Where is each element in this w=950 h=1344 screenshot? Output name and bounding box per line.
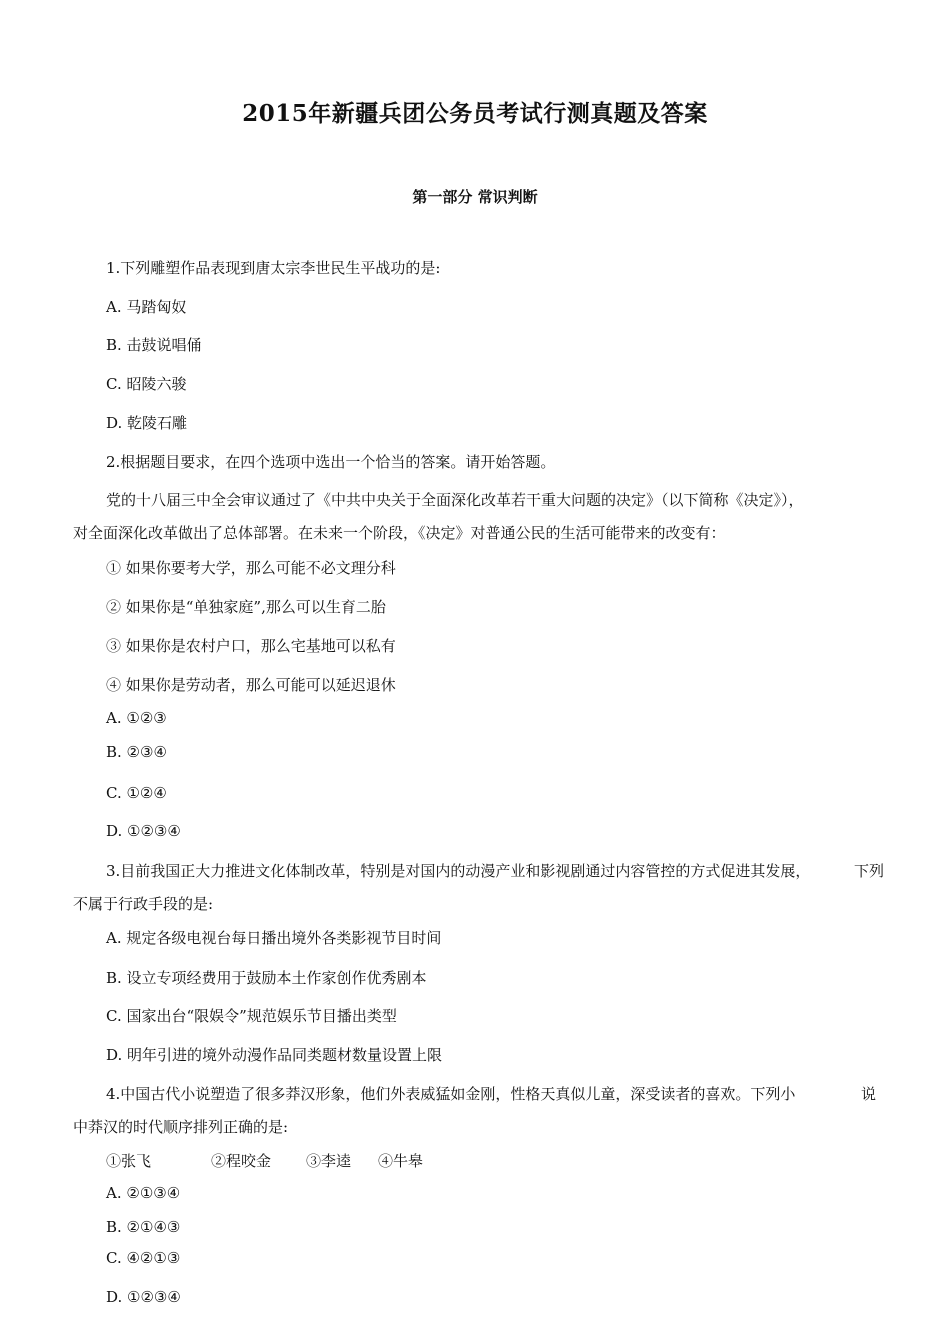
q1-option-c: C. 昭陵六骏 bbox=[106, 375, 187, 393]
q3-stem-part-2: 下列 bbox=[853, 862, 884, 880]
q2-option-b: B. ②③④ bbox=[106, 743, 167, 761]
q4-option-c: C. ④②①③ bbox=[106, 1249, 181, 1267]
q2-passage-line-1: 党的十八届三中全会审议通过了《中共中央关于全面深化改革若干重大问题的决定》（以下简称《决定》）， bbox=[106, 491, 804, 509]
q1-option-a: A. 马踏匈奴 bbox=[106, 298, 187, 316]
q2-option-d: D. ①②③④ bbox=[106, 822, 181, 840]
q2-option-a: A. ①②③ bbox=[106, 709, 167, 727]
q2-item-3: ③ 如果你是农村户口，那么宅基地可以私有 bbox=[106, 637, 396, 655]
q4-stem-part-1: 4.中国古代小说塑造了很多莽汉形象，他们外表威猛如金刚，性格天真似儿童，深受读者的喜欢。下列小 bbox=[106, 1085, 796, 1103]
q2-passage-line-2: 对全面深化改革做出了总体部署。在未来一个阶段，《决定》对普通公民的生活可能带来的改变有： bbox=[73, 524, 726, 542]
q2-item-4: ④ 如果你是劳动者，那么可能可以延迟退休 bbox=[106, 676, 396, 694]
q4-stem-part-2: 说 bbox=[860, 1085, 876, 1103]
q4-option-d: D. ①②③④ bbox=[106, 1288, 181, 1306]
q3-option-b: B. 设立专项经费用于鼓励本土作家创作优秀剧本 bbox=[106, 969, 427, 987]
q1-option-b: B. 击鼓说唱俑 bbox=[106, 336, 202, 354]
q4-stem-line-1 bbox=[106, 1084, 876, 1104]
q3-option-a: A. 规定各级电视台每日播出境外各类影视节目时间 bbox=[106, 929, 442, 947]
q4-character-3: ③李逵 bbox=[306, 1152, 352, 1170]
q4-character-1: ①张飞 bbox=[106, 1152, 152, 1170]
q4-option-a: A. ②①③④ bbox=[106, 1184, 181, 1202]
q4-stem-line-2: 中莽汉的时代顺序排列正确的是: bbox=[73, 1118, 289, 1136]
q3-stem-line-1 bbox=[106, 861, 884, 881]
q3-option-d: D. 明年引进的境外动漫作品同类题材数量设置上限 bbox=[106, 1046, 443, 1064]
q2-stem: 2.根据题目要求，在四个选项中选出一个恰当的答案。请开始答题。 bbox=[106, 453, 556, 471]
q3-stem-line-2: 不属于行政手段的是: bbox=[73, 895, 214, 913]
q1-option-d: D. 乾陵石雕 bbox=[106, 414, 188, 432]
q4-character-2: ②程咬金 bbox=[211, 1152, 272, 1170]
q4-option-b: B. ②①④③ bbox=[106, 1218, 181, 1236]
section-heading: 第一部分 常识判断 bbox=[412, 188, 538, 206]
q2-item-1: ① 如果你要考大学，那么可能不必文理分科 bbox=[106, 559, 396, 577]
q2-option-c: C. ①②④ bbox=[106, 784, 167, 802]
q3-option-c: C. 国家出台“限娱令”规范娱乐节目播出类型 bbox=[106, 1007, 397, 1025]
q1-stem: 1.下列雕塑作品表现到唐太宗李世民生平战功的是: bbox=[106, 259, 441, 277]
q2-item-2: ② 如果你是“单独家庭”,那么可以生育二胎 bbox=[106, 598, 386, 616]
document-title: 2015年新疆兵团公务员考试行测真题及答案 bbox=[242, 100, 708, 127]
q4-characters bbox=[106, 1151, 423, 1171]
q3-stem-part-1: 3.目前我国正大力推进文化体制改革，特别是对国内的动漫产业和影视剧通过内容管控的方式促进其发展， bbox=[106, 862, 811, 880]
q4-character-4: ④牛皋 bbox=[378, 1152, 424, 1170]
